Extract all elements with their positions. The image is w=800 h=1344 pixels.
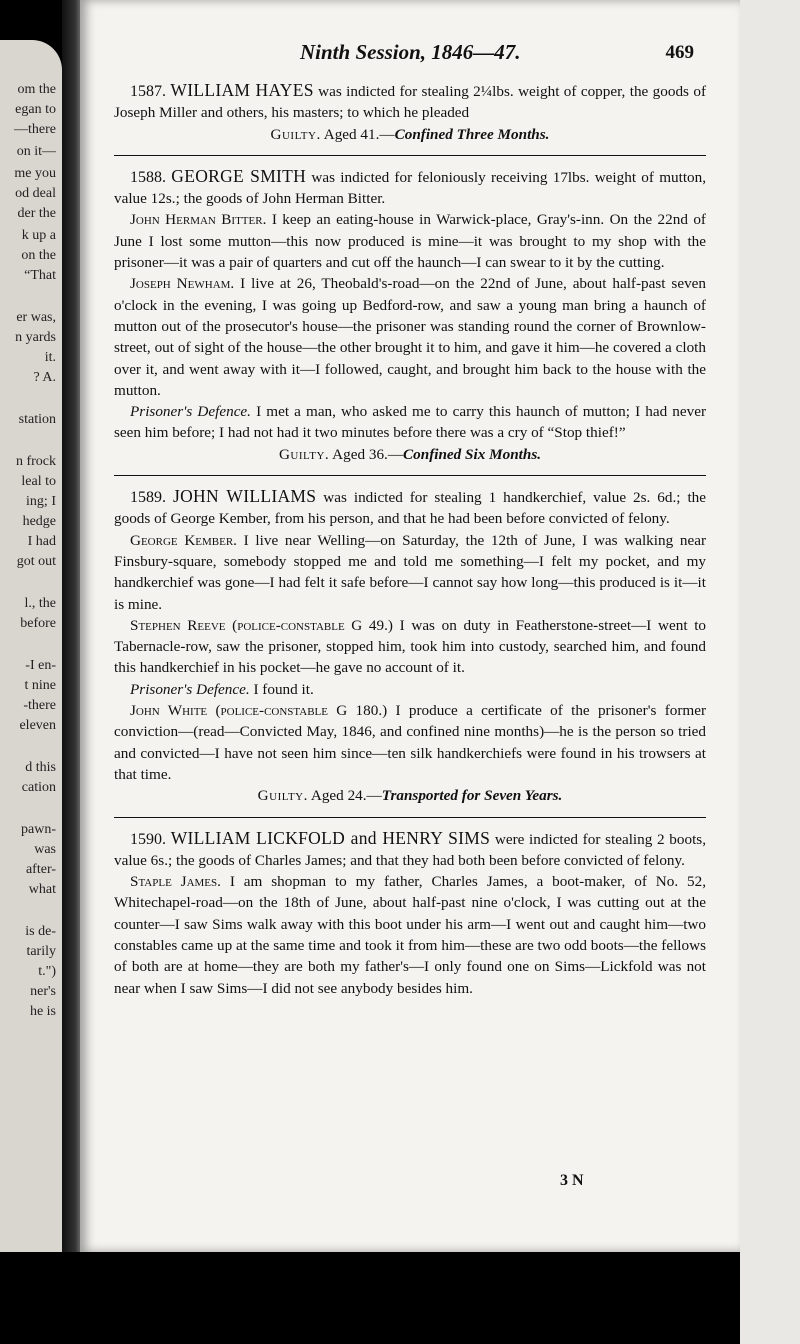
signature-mark: 3 N xyxy=(560,1172,584,1189)
margin-fragment: it. xyxy=(44,350,56,365)
case-entry xyxy=(114,828,706,999)
margin-fragment: is de- xyxy=(25,924,56,939)
facing-page-fragment xyxy=(0,40,62,1290)
margin-fragment: pawn- xyxy=(21,822,56,837)
case-number: 1588. xyxy=(130,168,166,186)
speaker-name: Stephen Reeve (police-constable G 49.) xyxy=(130,616,393,634)
defendant-name: WILLIAM HAYES xyxy=(170,80,314,100)
testimony-paragraph xyxy=(114,700,706,785)
margin-fragment: was xyxy=(34,842,56,857)
book-page xyxy=(80,0,740,1252)
trial-proceedings xyxy=(114,80,706,999)
defendant-name: GEORGE SMITH xyxy=(171,165,307,186)
case-heading xyxy=(114,486,706,530)
testimony-text: I found it. xyxy=(253,680,314,698)
margin-fragment: n frock xyxy=(15,454,56,469)
speaker-name: Prisoner's Defence. xyxy=(130,680,250,698)
verdict-word: Guilty. xyxy=(270,125,321,143)
testimony-paragraph xyxy=(114,401,706,444)
margin-fragment: er was, xyxy=(16,310,56,325)
margin-fragment: —there xyxy=(14,122,56,137)
page-number: 469 xyxy=(665,42,694,63)
case-heading xyxy=(114,828,706,872)
margin-fragment: me you xyxy=(14,166,56,181)
margin-fragment: after- xyxy=(25,862,56,877)
speaker-name: Staple James. xyxy=(130,873,221,891)
speaker-name: Joseph Newham. xyxy=(130,275,235,293)
case-entry xyxy=(114,166,706,465)
margin-fragment: eleven xyxy=(19,718,56,733)
sentence: Confined Six Months. xyxy=(403,445,542,463)
defendant-age: Aged 41.— xyxy=(323,125,395,143)
margin-fragment: “That xyxy=(24,268,56,283)
testimony-paragraph xyxy=(114,209,706,273)
case-divider xyxy=(114,475,706,476)
testimony-paragraph xyxy=(114,871,706,999)
case-entry xyxy=(114,80,706,145)
speaker-name: George Kember. xyxy=(130,531,237,549)
speaker-name: Prisoner's Defence. xyxy=(130,403,251,421)
speaker-name: John Herman Bitter. xyxy=(130,211,267,229)
speaker-name: John White (police-constable G 180.) xyxy=(130,702,388,720)
margin-fragment: -there xyxy=(23,698,56,713)
margin-fragment: cation xyxy=(21,780,56,795)
margin-fragment: station xyxy=(18,412,56,427)
case-divider xyxy=(114,155,706,156)
margin-fragment: d this xyxy=(25,760,56,775)
case-number: 1587. xyxy=(130,83,166,100)
margin-fragment: od deal xyxy=(15,186,56,201)
margin-fragment: I had xyxy=(27,534,56,549)
margin-fragment: n yards xyxy=(15,330,56,345)
indictment-text: were indicted for stealing 2 boots, value 6s.; the goods of Charles James; and that they had both been before convicted of felony. xyxy=(114,830,707,869)
indictment-text: was indicted for feloniously receiving 17lbs. weight of mutton, value 12s.; the goods of John Herman Bitter. xyxy=(114,168,707,208)
verdict-line xyxy=(114,444,706,465)
margin-fragment: on the xyxy=(21,248,56,263)
running-title: Ninth Session, 1846—47. xyxy=(300,40,521,64)
margin-fragment: what xyxy=(28,882,56,897)
margin-fragment: leal to xyxy=(21,474,56,489)
testimony-paragraph xyxy=(114,530,706,615)
margin-fragment: on it— xyxy=(16,144,56,159)
case-heading xyxy=(114,80,706,124)
testimony-text: I met a man, who asked me to carry this haunch of mutton; I had never seen him before; I had not had it two minutes before there was a cry of “Stop thief!” xyxy=(114,403,707,442)
defendant-name: JOHN WILLIAMS xyxy=(172,486,317,507)
margin-fragment: tarily xyxy=(26,944,56,959)
verdict-line xyxy=(114,124,706,145)
testimony-text: I live at 26, Theobald's-road—on the 22nd of June, about half-past seven o'clock in the evening, I was going up Bedford-row, and saw a young man bring a haunch of mutton out of the prosecutor's house—the prisoner was standing round the corner of Brownlow-street, out of sight of the house—the other brought it to him, and gave it him—he covered a cloth over it, and went away with it—I followed, caught, and brought him back to the house with the mutton. xyxy=(114,275,707,399)
margin-fragment: t.") xyxy=(38,964,56,979)
margin-fragment: ing; I xyxy=(26,494,56,509)
sentence: Confined Three Months. xyxy=(394,125,550,143)
margin-fragment: ? A. xyxy=(33,370,56,385)
case-divider xyxy=(114,817,706,818)
indictment-text: was indicted for stealing 1 handkerchief, value 2s. 6d.; the goods of George Kember, from his person, and that he had been before convicted of felony. xyxy=(114,489,707,528)
testimony-text: I was on duty in Featherstone-street—I went to Tabernacle-row, saw the prisoner, stopped him, took him into custody, searched him, and found this handkerchief in his pocket—he gave no account of it. xyxy=(114,616,707,677)
margin-fragment: l., the xyxy=(24,596,56,611)
indictment-text: was indicted for stealing 2¼lbs. weight of copper, the goods of Joseph Miller and others, his masters; to which he pleaded xyxy=(114,83,707,122)
defendant-age: Aged 36.— xyxy=(332,445,404,463)
testimony-text: I live near Welling—on Saturday, the 12th of June, I was walking near Finsbury-square, somebody stopped me and told me something—I felt my pocket, and my handkerchief was gone—I had felt it safe before—I cannot say how long—this produced is it—it is mine. xyxy=(114,531,707,613)
margin-fragment: -I en- xyxy=(25,658,56,673)
case-entry xyxy=(114,486,706,806)
margin-fragment: ner's xyxy=(30,984,56,999)
margin-fragment: before xyxy=(20,616,56,631)
margin-fragment: got out xyxy=(16,554,56,569)
verdict-word: Guilty. xyxy=(257,787,308,805)
testimony-text: I keep an eating-house in Warwick-place, Gray's-inn. On the 22nd of June I lost some mutton—this now produced is mine—it was brought to my shop with the prisoner—it was a pair of quarters and cut off the haunch—I can swear to it by the cutting. xyxy=(114,211,706,272)
case-heading xyxy=(114,166,706,210)
page-edge xyxy=(740,0,800,1344)
margin-fragment: he is xyxy=(29,1004,56,1019)
margin-fragment: egan to xyxy=(15,102,56,117)
testimony-paragraph xyxy=(114,273,706,401)
testimony-paragraph xyxy=(114,679,706,700)
defendant-name: WILLIAM LICKFOLD and HENRY SIMS xyxy=(170,827,491,848)
margin-fragment: der the xyxy=(17,206,56,221)
margin-fragment: t nine xyxy=(24,678,56,693)
margin-fragment: k up a xyxy=(21,228,56,243)
testimony-text: I produce a certificate of the prisoner's former conviction—(read—Convicted May, 1846, and confined nine months)—he is the person so tried and convicted—I have not seen him since—ten silk handkerchiefs were found in his trowsers at that time. xyxy=(114,702,707,783)
sentence: Transported for Seven Years. xyxy=(381,787,563,805)
page-header xyxy=(80,40,740,70)
case-number: 1590. xyxy=(130,830,166,848)
margin-fragment: om the xyxy=(17,82,56,97)
verdict-line xyxy=(114,785,706,806)
testimony-paragraph xyxy=(114,615,706,679)
testimony-text: I am shopman to my father, Charles James, a boot-maker, of No. 52, Whitechapel-road—on the 18th of June, about half-past nine o'clock, I was cutting out at the counter—I saw Sims walk away with this boot under his arm—I went out and caught him—two constables came up at the same time and took it from him—these are two odd boots—the fellows of both are at home—they are both my father's—I only found one on Sims—Lickfold was not near when I saw Sims—I did not see anybody besides him. xyxy=(114,873,706,997)
margin-fragment: hedge xyxy=(22,514,56,529)
defendant-age: Aged 24.— xyxy=(310,787,382,805)
case-number: 1589. xyxy=(130,489,166,507)
scan-border xyxy=(0,1252,740,1344)
verdict-word: Guilty. xyxy=(278,445,330,463)
